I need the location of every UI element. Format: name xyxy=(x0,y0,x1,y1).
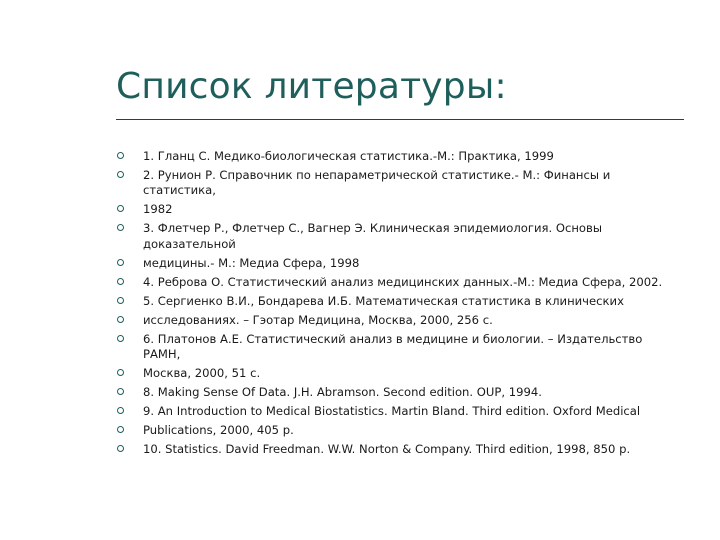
circle-bullet-icon xyxy=(117,297,124,304)
reference-item xyxy=(116,168,698,199)
circle-bullet-icon xyxy=(117,445,124,452)
reference-list xyxy=(116,149,698,461)
reference-text-line: 1. Гланц С. Медико-биологическая статистика.-М.: Практика, 1999 xyxy=(143,149,554,163)
reference-item xyxy=(116,366,698,381)
reference-text-line: 8. Making Sense Of Data. J.H. Abramson. Second edition. OUP, 1994. xyxy=(143,385,542,400)
reference-text-line: 2. Рунион Р. Справочник по непараметрической статистике.- М.: Финансы и xyxy=(143,168,611,182)
reference-text-line: 10. Statistics. David Freedman. W.W. Norton & Company. Third edition, 1998, 850 p. xyxy=(143,442,631,457)
reference-item xyxy=(116,442,698,457)
reference-text-line: Publications, 2000, 405 p. xyxy=(143,423,294,438)
circle-bullet-icon xyxy=(117,224,124,231)
circle-bullet-icon xyxy=(117,388,124,395)
reference-item xyxy=(116,404,698,419)
reference-item xyxy=(116,221,698,252)
reference-text-line: статистика, xyxy=(143,183,216,198)
reference-item xyxy=(116,275,698,290)
reference-text-line: 6. Платонов А.Е. Статистический анализ в медицине и биологии. – Издательство xyxy=(143,331,643,346)
circle-bullet-icon xyxy=(117,316,124,323)
reference-item xyxy=(116,294,698,309)
reference-item xyxy=(116,385,698,400)
reference-text-line: 1982 xyxy=(143,202,173,217)
circle-bullet-icon xyxy=(117,426,124,433)
circle-bullet-icon xyxy=(117,259,124,266)
title-divider xyxy=(116,119,684,120)
reference-item xyxy=(116,149,698,164)
reference-item xyxy=(116,202,698,217)
reference-text-line: 5. Сергиенко В.И., Бондарева И.Б. Математическая статистика в клинических xyxy=(143,293,624,308)
reference-item xyxy=(116,332,698,363)
circle-bullet-icon xyxy=(117,335,124,342)
circle-bullet-icon xyxy=(117,407,124,414)
reference-text-line: 9. An Introduction to Medical Biostatistics. Martin Bland. Third edition. Oxford Medical xyxy=(143,404,641,419)
circle-bullet-icon xyxy=(117,205,124,212)
slide-title: Список литературы: xyxy=(116,66,507,107)
reference-text-line: исследованиях. – Гэотар Медицина, Москва, 2000, 256 с. xyxy=(143,312,493,327)
reference-text-line: доказательной xyxy=(143,236,236,251)
reference-text-line: медицины.- М.: Медиа Сфера, 1998 xyxy=(143,255,360,270)
circle-bullet-icon xyxy=(117,369,124,376)
reference-text-line: Москва, 2000, 51 с. xyxy=(143,366,261,381)
reference-text-line: РАМН, xyxy=(143,347,181,362)
circle-bullet-icon xyxy=(117,171,124,178)
circle-bullet-icon xyxy=(117,278,124,285)
reference-item xyxy=(116,256,698,271)
reference-item xyxy=(116,423,698,438)
reference-item xyxy=(116,313,698,328)
circle-bullet-icon xyxy=(117,152,124,159)
reference-text-line: 3. Флетчер Р., Флетчер С., Вагнер Э. Клиническая эпидемиология. Основы xyxy=(143,221,602,236)
reference-text-line: 4. Реброва О. Статистический анализ медицинских данных.-М.: Медиа Сфера, 2002. xyxy=(143,274,663,289)
